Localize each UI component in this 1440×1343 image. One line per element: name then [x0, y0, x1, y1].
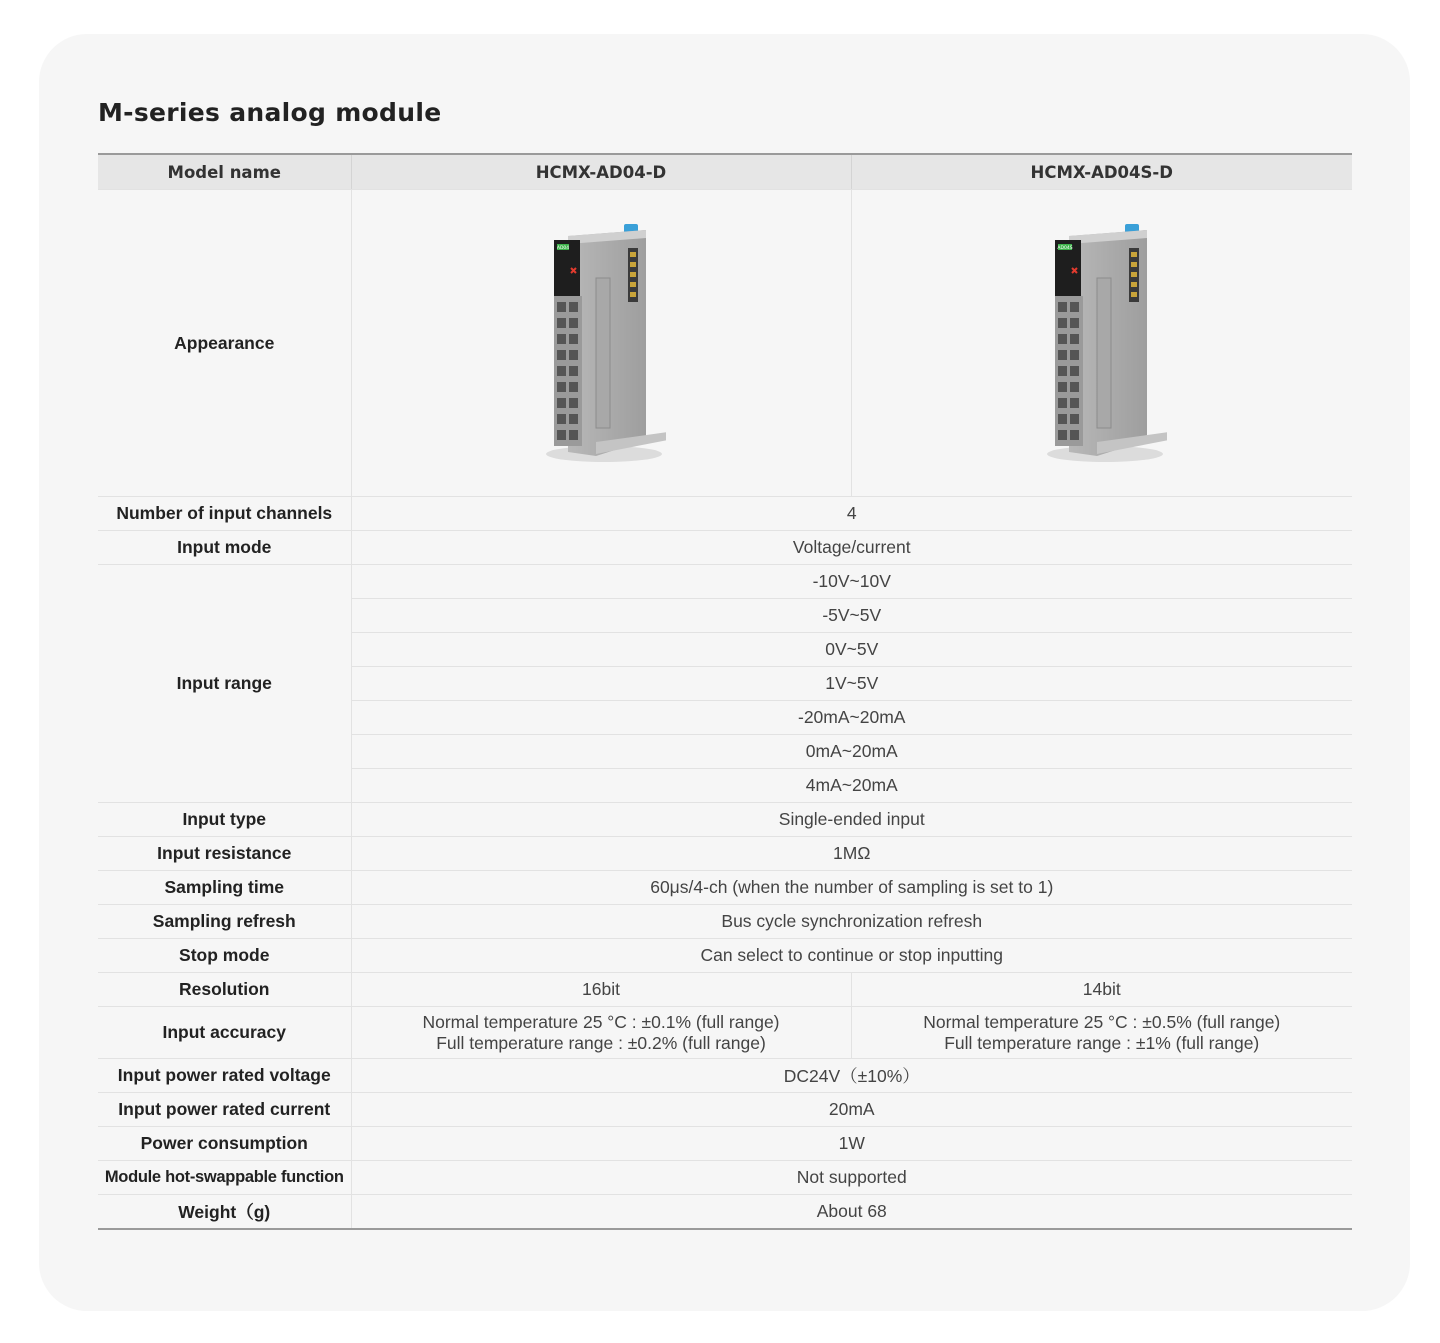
page-title: M-series analog module — [98, 98, 442, 127]
spec-value: 20mA — [351, 1093, 1352, 1127]
model-name-ad04: HCMX-AD04-D — [351, 154, 851, 190]
range-value: 0V~5V — [351, 633, 1352, 667]
spec-label: Stop mode — [98, 939, 351, 973]
accuracy-normal: Normal temperature 25 °C : ±0.1% (full range) — [422, 1011, 780, 1032]
module-image-icon — [536, 218, 666, 468]
spec-value-ad04: 16bit — [351, 973, 851, 1007]
spec-value: Not supported — [351, 1161, 1352, 1195]
product-image-ad04 — [351, 190, 851, 497]
range-value: -10V~10V — [351, 565, 1352, 599]
model-name-ad04s: HCMX-AD04S-D — [851, 154, 1352, 190]
appearance-row — [98, 190, 1352, 497]
spec-label: Number of input channels — [98, 497, 351, 531]
spec-label: Input mode — [98, 531, 351, 565]
spec-row-current — [98, 1093, 1352, 1127]
spec-row-stop-mode — [98, 939, 1352, 973]
spec-label: Power consumption — [98, 1127, 351, 1161]
spec-table — [98, 153, 1352, 1230]
range-value: 1V~5V — [351, 667, 1352, 701]
spec-row-type — [98, 803, 1352, 837]
spec-value: 1MΩ — [351, 837, 1352, 871]
spec-value: Can select to continue or stop inputting — [351, 939, 1352, 973]
spec-row-channels — [98, 497, 1352, 531]
header-row — [98, 154, 1352, 190]
spec-row-weight — [98, 1195, 1352, 1229]
spec-value: 60μs/4-ch (when the number of sampling is set to 1) — [351, 871, 1352, 905]
accuracy-full: Full temperature range : ±1% (full range) — [944, 1032, 1260, 1053]
spec-label: Weight（g) — [98, 1195, 351, 1229]
spec-label: Module hot-swappable function — [98, 1161, 351, 1195]
svg-text:AD04S: AD04S — [1057, 246, 1073, 251]
spec-row-voltage — [98, 1059, 1352, 1093]
spec-row-sampling-time — [98, 871, 1352, 905]
model-name-label: Model name — [98, 154, 351, 190]
spec-value-ad04 — [351, 1007, 851, 1059]
spec-label: Sampling time — [98, 871, 351, 905]
spec-value-ad04s — [851, 1007, 1352, 1059]
spec-value: 1W — [351, 1127, 1352, 1161]
spec-value: DC24V（±10%） — [351, 1059, 1352, 1093]
spec-label: Input accuracy — [98, 1007, 351, 1059]
spec-value: Single-ended input — [351, 803, 1352, 837]
range-value: 0mA~20mA — [351, 735, 1352, 769]
spec-label: Input type — [98, 803, 351, 837]
spec-value: Bus cycle synchronization refresh — [351, 905, 1352, 939]
spec-row-range — [98, 565, 1352, 599]
spec-row-accuracy — [98, 1007, 1352, 1059]
spec-row-sampling-refresh — [98, 905, 1352, 939]
spec-row-resolution — [98, 973, 1352, 1007]
range-value: -5V~5V — [351, 599, 1352, 633]
spec-value: Voltage/current — [351, 531, 1352, 565]
spec-label: Sampling refresh — [98, 905, 351, 939]
spec-value: About 68 — [351, 1195, 1352, 1229]
spec-label: Input power rated voltage — [98, 1059, 351, 1093]
svg-text:AD04: AD04 — [556, 246, 570, 251]
spec-label: Input power rated current — [98, 1093, 351, 1127]
appearance-label: Appearance — [98, 190, 351, 497]
spec-row-hot-swap — [98, 1161, 1352, 1195]
spec-value: 4 — [351, 497, 1352, 531]
spec-label: Resolution — [98, 973, 351, 1007]
spec-row-power — [98, 1127, 1352, 1161]
spec-label: Input resistance — [98, 837, 351, 871]
product-image-ad04s — [851, 190, 1352, 497]
range-value: 4mA~20mA — [351, 769, 1352, 803]
spec-value-ad04s: 14bit — [851, 973, 1352, 1007]
accuracy-normal: Normal temperature 25 °C : ±0.5% (full range) — [923, 1011, 1281, 1032]
spec-row-resistance — [98, 837, 1352, 871]
range-value: -20mA~20mA — [351, 701, 1352, 735]
spec-row-mode — [98, 531, 1352, 565]
module-image-icon — [1037, 218, 1167, 468]
accuracy-full: Full temperature range : ±0.2% (full range) — [436, 1032, 766, 1053]
spec-label: Input range — [98, 565, 351, 803]
